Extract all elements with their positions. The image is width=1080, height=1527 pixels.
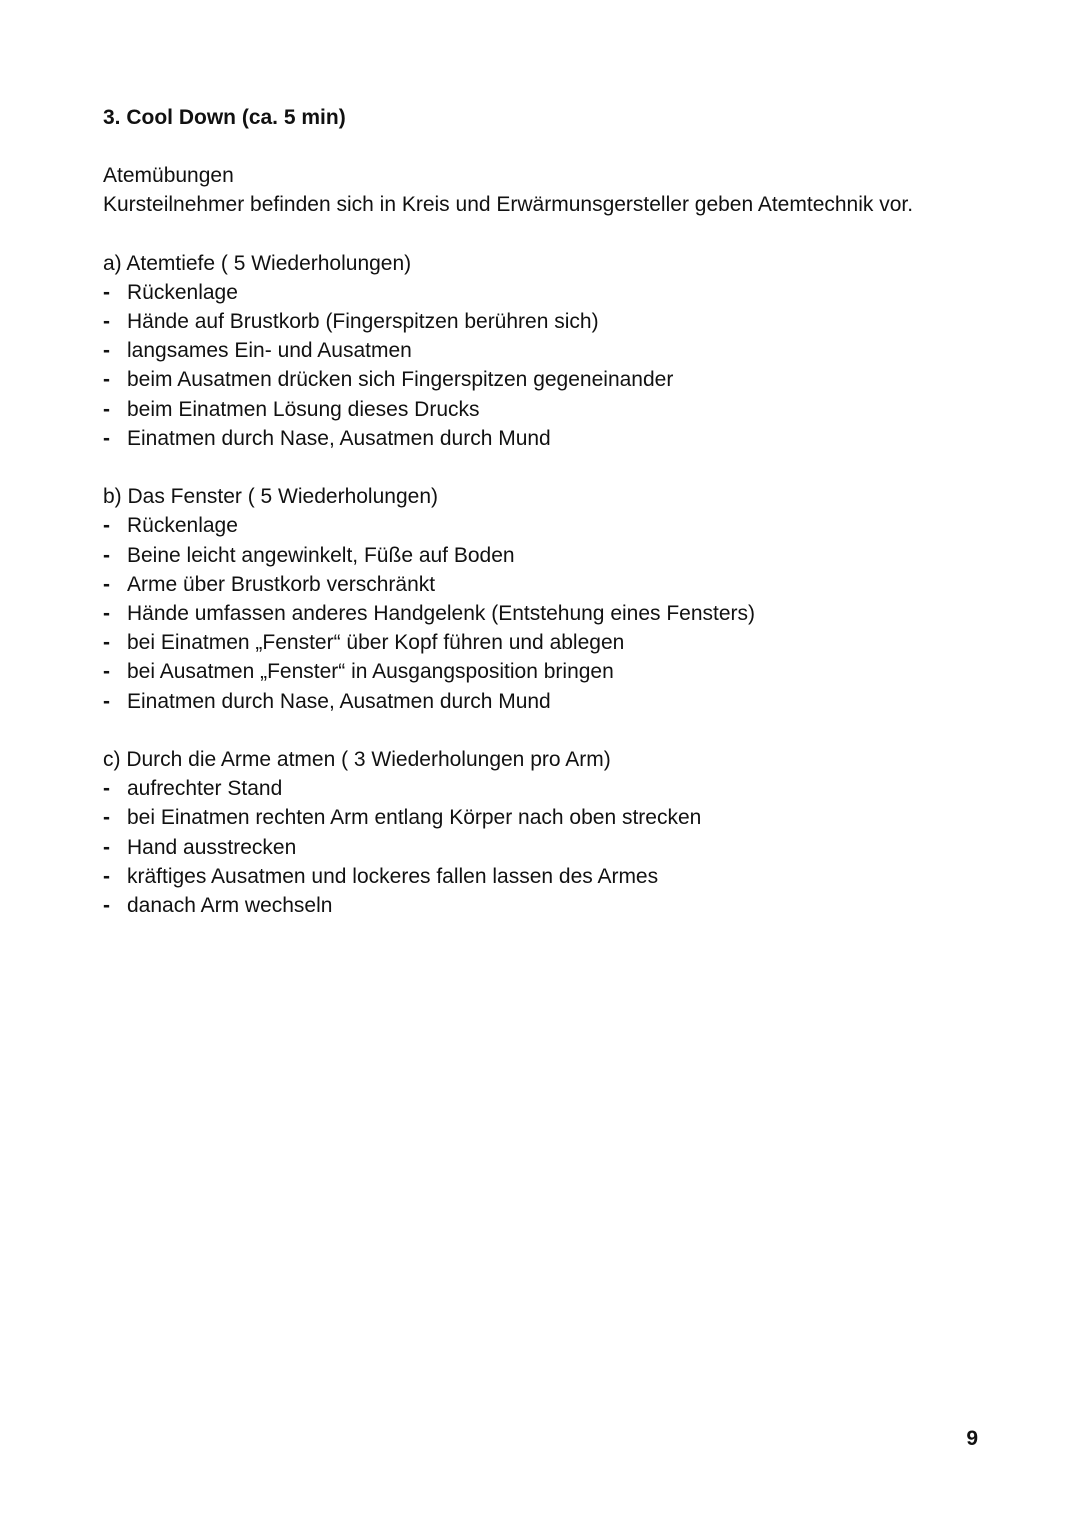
dash-marker: - [103, 426, 110, 450]
list-item [103, 833, 1003, 862]
list-item [103, 365, 1003, 394]
exercise-title-a: a) Atemtiefe ( 5 Wiederholungen) [103, 251, 412, 275]
list-item [103, 862, 1003, 891]
list-item [103, 307, 1003, 336]
list-item-text: Hände auf Brustkorb (Fingerspitzen berühren sich) [127, 310, 599, 333]
dash-marker: - [103, 397, 110, 421]
list-item-text: aufrechter Stand [127, 777, 283, 801]
list-item [103, 541, 1003, 570]
dash-marker: - [103, 835, 110, 859]
list-item [103, 687, 1003, 716]
exercise-list-c [103, 774, 1003, 920]
list-item [103, 511, 1003, 540]
list-item [103, 395, 1003, 424]
dash-marker: - [103, 631, 110, 655]
spacer [103, 219, 1003, 248]
exercise-title-c: c) Durch die Arme atmen ( 3 Wiederholungen pro Arm) [103, 748, 611, 772]
page-number: 9 [966, 1427, 978, 1450]
dash-marker: - [103, 572, 110, 596]
list-item [103, 599, 1003, 628]
list-item-text: bei Einatmen rechten Arm entlang Körper nach oben strecken [127, 806, 702, 830]
list-item [103, 657, 1003, 686]
list-item-text: danach Arm wechseln [127, 894, 333, 918]
dash-marker: - [103, 339, 110, 363]
spacer [103, 453, 1003, 482]
list-item-text: Einatmen durch Nase, Ausatmen durch Mund [127, 689, 551, 713]
dash-marker: - [103, 514, 110, 538]
dash-marker: - [103, 894, 110, 918]
dash-marker: - [103, 602, 110, 626]
page-content [103, 103, 1003, 920]
dash-marker: - [103, 660, 110, 684]
intro-title: Atemübungen [103, 164, 234, 187]
exercise-title-b: b) Das Fenster ( 5 Wiederholungen) [103, 485, 438, 509]
list-item-text: Arme über Brustkorb verschränkt [127, 572, 436, 596]
dash-marker: - [103, 689, 110, 713]
dash-marker: - [103, 310, 110, 333]
list-item [103, 803, 1003, 832]
dash-marker: - [103, 543, 110, 567]
spacer [103, 716, 1003, 745]
list-item-text: Rückenlage [127, 280, 238, 304]
list-item-text: Beine leicht angewinkelt, Füße auf Boden [127, 543, 515, 567]
list-item [103, 278, 1003, 307]
exercise-list-a [103, 278, 1003, 453]
intro-text: Kursteilnehmer befinden sich in Kreis und Erwärmunsgersteller geben Atemtechnik vor. [103, 193, 914, 217]
list-item [103, 891, 1003, 920]
list-item-text: langsames Ein- und Ausatmen [127, 339, 412, 363]
list-item-text: kräftiges Ausatmen und lockeres fallen lassen des Armes [127, 864, 659, 888]
list-item-text: beim Ausatmen drücken sich Fingerspitzen gegeneinander [127, 368, 674, 392]
list-item-text: Hand ausstrecken [127, 835, 297, 859]
list-item [103, 774, 1003, 803]
dash-marker: - [103, 806, 110, 830]
dash-marker: - [103, 864, 110, 888]
dash-marker: - [103, 280, 110, 304]
list-item [103, 336, 1003, 365]
dash-marker: - [103, 368, 110, 392]
list-item-text: Hände umfassen anderes Handgelenk (Entstehung eines Fensters) [127, 602, 756, 626]
list-item-text: Einatmen durch Nase, Ausatmen durch Mund [127, 426, 551, 450]
list-item-text: beim Einatmen Lösung dieses Drucks [127, 397, 480, 421]
list-item [103, 570, 1003, 599]
list-item [103, 628, 1003, 657]
list-item-text: Rückenlage [127, 514, 238, 538]
list-item-text: bei Ausatmen „Fenster“ in Ausgangsposition bringen [127, 660, 614, 684]
list-item-text: bei Einatmen „Fenster“ über Kopf führen und ablegen [127, 631, 625, 655]
list-item [103, 424, 1003, 453]
section-heading: 3. Cool Down (ca. 5 min) [103, 106, 346, 129]
exercise-list-b [103, 511, 1003, 715]
dash-marker: - [103, 777, 110, 801]
